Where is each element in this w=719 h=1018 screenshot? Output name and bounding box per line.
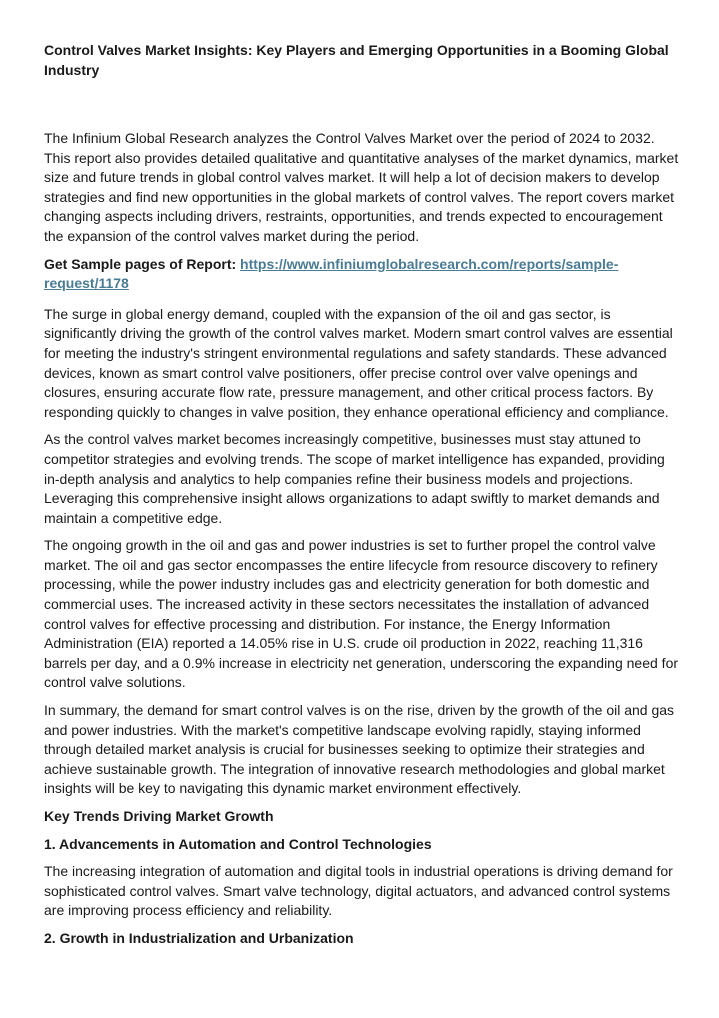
intro-paragraph: The Infinium Global Research analyzes the Control Valves Market over the period of 2024 to 2032. This report also provides detailed qualitative and quantitative analyses of the market dynamics, market size and future trends in global control valves market. It will help a lot of decision makers to develop strategies and find new opportunities in the global markets of control valves. The report covers market changing aspects including drivers, restraints, opportunities, and trends expected to encouragement the expansion of the control valves market during the period. <box>44 130 679 244</box>
sample-request-link[interactable]: https://www.infiniumglobalresearch.com/reports/sample-request/1178 <box>44 255 619 292</box>
document-page <box>44 40 680 957</box>
sample-request-line <box>44 255 680 294</box>
paragraph-summary: In summary, the demand for smart control valves is on the rise, driven by the growth of the oil and gas and power industries. With the market's competitive landscape evolving rapidly, staying informed through detailed market analysis is crucial for businesses seeking to optimize their strategies and achieve sustainable growth. The integration of innovative research methodologies and global market insights will be key to navigating this dynamic market environment effectively. <box>44 702 675 797</box>
heading-key-trends: Key Trends Driving Market Growth <box>44 808 274 824</box>
document-title: Control Valves Market Insights: Key Players and Emerging Opportunities in a Booming Global Industry <box>44 42 669 78</box>
paragraph-trend-automation: The increasing integration of automation and digital tools in industrial operations is driving demand for sophisticated control valves. Smart valve technology, digital actuators, and advanced control systems are improving process efficiency and reliability. <box>44 863 673 919</box>
paragraph-oil-gas-power: The ongoing growth in the oil and gas and power industries is set to further propel the control valve market. The oil and gas sector encompasses the entire lifecycle from resource discovery to refinery processing, while the power industry includes gas and electricity generation for both domestic and commercial uses. The increased activity in these sectors necessitates the installation of advanced control valves for effective processing and distribution. For instance, the Energy Information Administration (EIA) reported a 14.05% rise in U.S. crude oil production in 2022, reaching 11,316 barrels per day, and a 0.9% increase in electricity net generation, underscoring the expanding need for control valve solutions. <box>44 537 679 691</box>
paragraph-energy-demand: The surge in global energy demand, coupled with the expansion of the oil and gas sector, is significantly driving the growth of the control valves market. Modern smart control valves are essential for meeting the industry's stringent environmental regulations and safety standards. These advanced devices, known as smart control valve positioners, offer precise control over valve openings and closures, ensuring accurate flow rate, pressure management, and other critical process factors. By responding quickly to changes in valve position, they enhance operational efficiency and compliance. <box>44 305 673 420</box>
heading-trend-automation: 1. Advancements in Automation and Control Technologies <box>44 835 432 852</box>
paragraph-competition: As the control valves market becomes increasingly competitive, businesses must stay attuned to competitor strategies and evolving trends. The scope of market intelligence has expanded, providing in-depth analysis and analytics to help companies refine their business models and projections. Leveraging this comprehensive insight allows organizations to adapt swiftly to market demands and maintain a competitive edge. <box>44 431 665 526</box>
sample-request-label: Get Sample pages of Report: <box>44 255 237 272</box>
heading-trend-industrialization: 2. Growth in Industrialization and Urbanization <box>44 929 354 946</box>
